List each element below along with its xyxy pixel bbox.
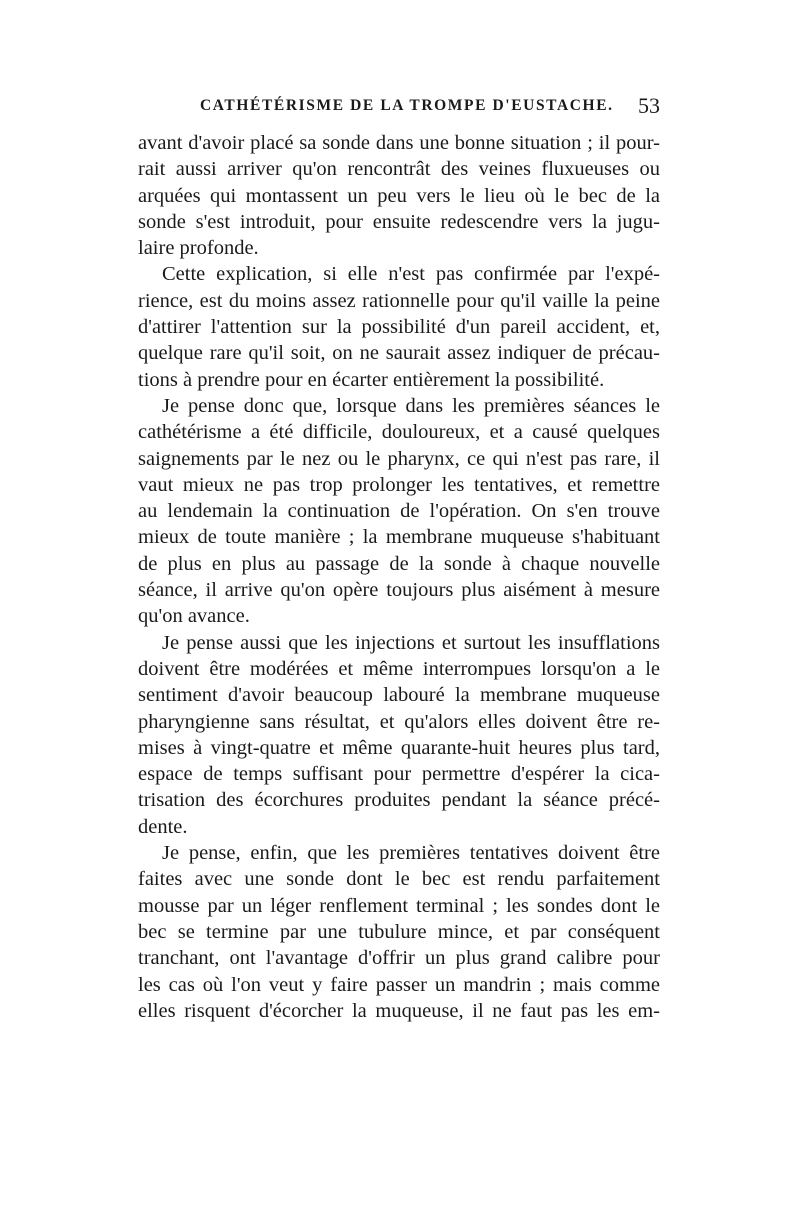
text-line: quelque rare qu'il soit, on ne saurait assez indiquer de précau- xyxy=(138,342,660,365)
body-text xyxy=(138,130,660,1024)
text-line: arquées qui montassent un peu vers le lieu où le bec de la xyxy=(138,184,660,207)
text-line: trisation des écorchures produites pendant la séance précé- xyxy=(138,789,660,812)
text-line: dente. xyxy=(138,815,188,838)
text-line: de plus en plus au passage de la sonde à chaque nouvelle xyxy=(138,552,660,575)
text-line: bec se termine par une tubulure mince, et par conséquent xyxy=(138,920,660,943)
text-line: mieux de toute manière ; la membrane muqueuse s'habituant xyxy=(138,526,660,549)
text-line: au lendemain la continuation de l'opération. On s'en trouve xyxy=(138,500,660,523)
text-line: vaut mieux ne pas trop prolonger les tentatives, et remettre xyxy=(138,473,660,496)
text-line: Cette explication, si elle n'est pas confirmée par l'expé- xyxy=(162,263,660,286)
text-line: qu'on avance. xyxy=(138,605,250,628)
text-line: Je pense, enfin, que les premières tentatives doivent être xyxy=(162,842,660,865)
text-line: elles risquent d'écorcher la muqueuse, il ne faut pas les em- xyxy=(138,999,660,1022)
text-line: avant d'avoir placé sa sonde dans une bonne situation ; il pour- xyxy=(138,132,660,154)
text-line: doivent être modérées et même interrompues lorsqu'on a le xyxy=(138,657,660,680)
text-line: sentiment d'avoir beaucoup labouré la membrane muqueuse xyxy=(138,684,660,707)
text-line: saignements par le nez ou le pharynx, ce qui n'est pas rare, il xyxy=(138,447,660,470)
text-line: séance, il arrive qu'on opère toujours plus aisément à mesure xyxy=(138,579,660,602)
text-line: d'attirer l'attention sur la possibilité d'un pareil accident, et, xyxy=(138,316,660,339)
text-line: mousse par un léger renflement terminal ; les sondes dont le xyxy=(138,894,660,917)
running-head xyxy=(138,95,660,121)
text-line: rience, est du moins assez rationnelle pour qu'il vaille la peine xyxy=(138,289,660,312)
text-line: laire profonde. xyxy=(138,237,259,260)
text-line: pharyngienne sans résultat, et qu'alors elles doivent être re- xyxy=(138,710,660,733)
text-line: mises à vingt-quatre et même quarante-huit heures plus tard, xyxy=(138,736,660,759)
text-line: cathétérisme a été difficile, douloureux, et a causé quelques xyxy=(138,421,660,444)
text-line: Je pense aussi que les injections et surtout les insufflations xyxy=(162,631,660,654)
text-line: les cas où l'on veut y faire passer un mandrin ; mais comme xyxy=(138,973,660,996)
text-line: espace de temps suffisant pour permettre d'espérer la cica- xyxy=(138,763,660,786)
text-line: rait aussi arriver qu'on rencontrât des veines fluxueuses ou xyxy=(138,158,660,181)
running-title: CATHÉTÉRISME DE LA TROMPE D'EUSTACHE. xyxy=(200,97,614,114)
text-line: tions à prendre pour en écarter entièrement la possibilité. xyxy=(138,368,605,391)
page-number: 53 xyxy=(638,93,660,118)
text-line: Je pense donc que, lorsque dans les premières séances le xyxy=(162,394,660,417)
text-line: faites avec une sonde dont le bec est rendu parfaitement xyxy=(138,868,660,891)
text-line: tranchant, ont l'avantage d'offrir un plus grand calibre pour xyxy=(138,947,660,970)
text-line: sonde s'est introduit, pour ensuite redescendre vers la jugu- xyxy=(138,210,660,233)
